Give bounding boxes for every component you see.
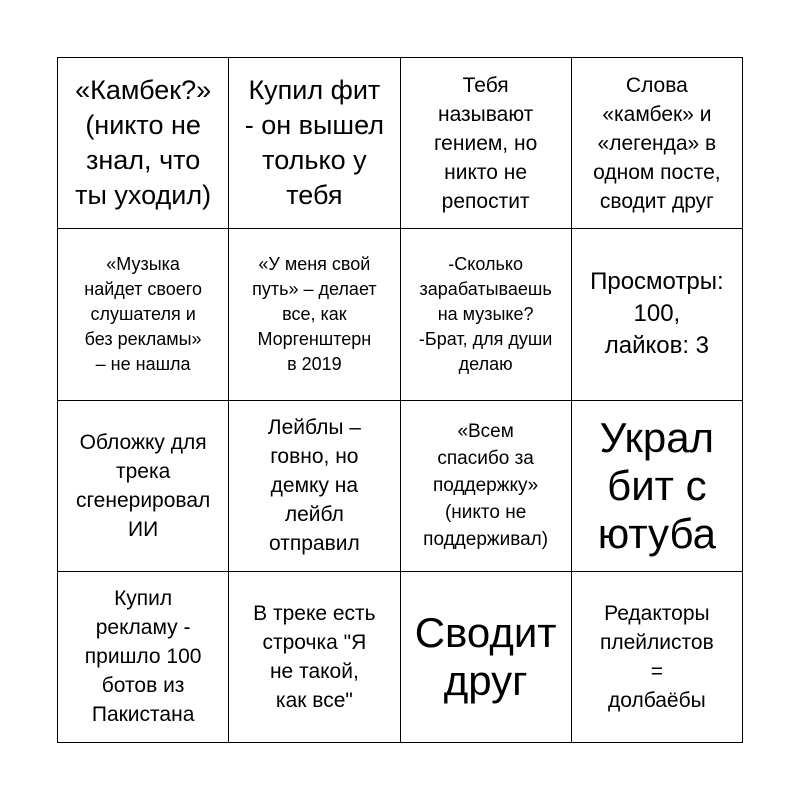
bingo-cell-text: -Сколько зарабатываешь на музыке? -Брат, для души делаю xyxy=(418,253,553,374)
bingo-cell-16[interactable] xyxy=(572,572,743,743)
bingo-cell-text: Редакторы плейлистов = долбаёбы xyxy=(600,601,714,712)
bingo-cell-15[interactable] xyxy=(401,572,572,743)
bingo-cell-text: Тебя называют гением, но никто не репостит xyxy=(433,73,538,213)
bingo-cell-text: Просмотры: 100, лайков: 3 xyxy=(590,268,724,360)
bingo-cell-4[interactable] xyxy=(572,58,743,229)
bingo-cell-2[interactable] xyxy=(229,58,400,229)
bingo-cell-text: Купил фит - он вышел только у тебя xyxy=(244,75,384,211)
bingo-cell-text: В треке есть строчка "Я не такой, как все" xyxy=(253,601,376,712)
bingo-cell-8[interactable] xyxy=(572,229,743,400)
bingo-cell-text: Обложку для трека сгенерировал ИИ xyxy=(75,430,211,541)
bingo-cell-5[interactable] xyxy=(58,229,229,400)
bingo-cell-11[interactable] xyxy=(401,401,572,572)
bingo-cell-10[interactable] xyxy=(229,401,400,572)
bingo-cell-text: «Музыка найдет своего слушателя и без рекламы» – не нашла xyxy=(84,253,202,374)
bingo-cell-9[interactable] xyxy=(58,401,229,572)
bingo-cell-3[interactable] xyxy=(401,58,572,229)
bingo-cell-text: Слова «камбек» и «легенда» в одном посте, сводит друг xyxy=(593,73,721,213)
bingo-cell-text: Купил рекламу - пришло 100 ботов из Пакистана xyxy=(84,587,202,727)
bingo-cell-7[interactable] xyxy=(401,229,572,400)
bingo-cell-text: «Всем спасибо за поддержку» (никто не поддерживал) xyxy=(423,421,549,551)
bingo-cell-text: Лейблы – говно, но демку на лейбл отправил xyxy=(267,416,361,556)
bingo-cell-13[interactable] xyxy=(58,572,229,743)
bingo-cell-text: «У меня свой путь» – делает все, как Моргенштерн в 2019 xyxy=(252,253,377,374)
bingo-cell-14[interactable] xyxy=(229,572,400,743)
bingo-cell-text: «Камбек?» (никто не знал, что ты уходил) xyxy=(75,75,212,211)
bingo-grid xyxy=(57,57,743,743)
bingo-cell-12[interactable] xyxy=(572,401,743,572)
bingo-cell-text: Сводит друг xyxy=(414,608,557,704)
bingo-cell-text: Украл бит с ютуба xyxy=(597,413,716,557)
bingo-cell-1[interactable] xyxy=(58,58,229,229)
bingo-cell-6[interactable] xyxy=(229,229,400,400)
